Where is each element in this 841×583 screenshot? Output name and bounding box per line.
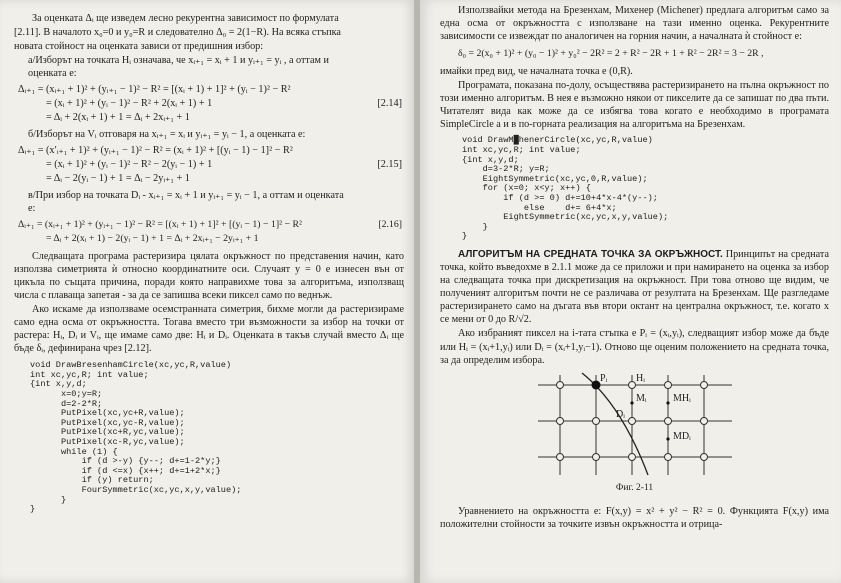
case-c-line-2: е: bbox=[28, 203, 36, 215]
label-h: Hᵢ bbox=[635, 372, 645, 384]
code-draw-michener-circle: void DrawM█henerCircle(xc,yc,R,value) int xc,yc,R; int value; {int x,y,d; d=3-2*R; y=R; EightSymmetric(xc,yc,0,R,value); for (x=0; x<y; x++) { if (d >= 0) d+=10+4*x-4*(y--); else d+= 6+4*x; EightSymmetric(xc,yc,x,y,value); } } bbox=[462, 135, 669, 242]
label-mh: MHᵢ bbox=[672, 392, 691, 404]
equation-2-16 bbox=[18, 218, 404, 245]
equation-2-16-row-1: Δᵢ₊₁ = (xᵢ₊₁ + 1)² + (yᵢ₊₁ − 1)² − R² = [(xᵢ + 1) + 1]² + [(yᵢ − 1) − 1]² − R² bbox=[18, 219, 302, 231]
figure-caption: Фиг. 2-11 bbox=[615, 482, 654, 493]
section-heading: АЛГОРИТЪМ НА СРЕДНАТА ТОЧКА ЗА ОКРЪЖНОСТ. bbox=[458, 248, 723, 260]
equation-2-15-row-1: Δᵢ₊₁ = (x′ᵢ₊₁ + 1)² + (yᵢ₊₁ − 1)² − R² = (xᵢ + 1)² + [(yᵢ − 1) − 1]² − R² bbox=[18, 145, 293, 157]
equation-2-14-row-1: Δᵢ₊₁ = (xᵢ₊₁ + 1)² + (yᵢ₊₁ − 1)² − R² = [(xᵢ + 1) + 1]² + (yᵢ − 1)² − R² bbox=[18, 84, 291, 96]
figure-2-11 bbox=[530, 371, 740, 481]
paragraph-program-description: Следващата програма растеризира цялата окръжност по представения начин, като използва симетрията ѝ относно координатните оси. Случаят y = 0 е изнесен вън от цикъла по същата причина, поради която направихме това за алгоритъма, използващ числа с плаваща запетая - за да се запишва всеки пиксел само по веднъж. bbox=[14, 250, 404, 301]
right-page bbox=[420, 0, 841, 583]
equation-2-14-row-2: = (xᵢ + 1)² + (yᵢ − 1)² − R² + 2(xᵢ + 1) + 1 bbox=[46, 98, 213, 110]
case-c-line-1: в/При избор на точката Dᵢ - xᵢ₊₁ = xᵢ + 1 и yᵢ₊₁ = yᵢ − 1, а оттам и оценката bbox=[28, 190, 344, 202]
paragraph-eight-symmetry: Ако искаме да използваме осемстранната симетрия, бихме могли да растеризираме само една осма от окръжността. Тогава вместо три възможности за избор на точки от растера: Hᵢ, Dᵢ и Vᵢ, ще имаме само две: Hᵢ и Dᵢ. Оценката в такъв случай вместо Δᵢ ще бъде δᵢ, дефинирана чрез [2.12]. bbox=[14, 303, 404, 355]
equation-2-15 bbox=[18, 144, 404, 185]
equation-2-15-number: [2.15] bbox=[377, 159, 402, 171]
left-page bbox=[0, 0, 416, 583]
code-draw-bresenham-circle: void DrawBresenhamCircle(xc,yc,R,value) int xc,yc,R; int value; {int x,y,d; x=0;y=R; d=2-2*R; PutPixel(xc,yc+R,value); PutPixel(xc,yc-R,value); PutPixel(xc+R,yc,value); PutPixel(xc-R,yc,value); while (1) { if (d >-y) {y--; d+=1-2*y;} if (d <=x) {x++; d+=1+2*x;} if (y) return; FourSymmetric(xc,yc,x,y,value); } } bbox=[30, 360, 242, 515]
equation-2-14-number: [2.14] bbox=[377, 98, 402, 110]
paragraph-circle-equation: Уравнението на окръжността е: F(x,y) = x² + y² − R² = 0. Функцията F(x,y) има положителни стойности за точките извън окръжността и отрица- bbox=[440, 505, 829, 530]
intro-line-1: За оценката Δᵢ ще изведем лесно рекурентна зависимост по формулата bbox=[32, 13, 339, 24]
paragraph-midpoint-intro bbox=[440, 248, 829, 327]
equation-2-15-row-3: = Δᵢ − 2(yᵢ − 1) + 1 = Δᵢ − 2yᵢ₊₁ + 1 bbox=[46, 172, 190, 184]
equation-2-15-row-2: = (xᵢ + 1)² + (yᵢ − 1)² − R² − 2(yᵢ − 1) + 1 bbox=[46, 158, 213, 170]
equation-2-14 bbox=[18, 83, 404, 124]
case-a-line-1: а/Изборът на точката Hᵢ означава, че xᵢ₊₁ = xᵢ + 1 и yᵢ₊₁ = yᵢ , а оттам и bbox=[28, 55, 329, 67]
case-b-line-1: б/Изборът на Vᵢ отговаря на xᵢ₊₁ = xᵢ и yᵢ₊₁ = yᵢ − 1, а оценката е: bbox=[28, 129, 306, 141]
label-d: Dᵢ bbox=[615, 408, 625, 420]
equation-2-16-row-2: = Δᵢ + 2(xᵢ + 1) − 2(yᵢ − 1) + 1 = Δᵢ + 2xᵢ₊₁ − 2yᵢ₊₁ + 1 bbox=[46, 232, 259, 244]
intro-line-2: [2.11]. В началото x₀=0 и y₀=R и следователно Δ₀ = 2(1−R). На всяка стъпка bbox=[14, 27, 341, 39]
equation-delta-zero: δ₀ = 2(x₀ + 1)² + (y₀ − 1)² + y₀² − 2R² = 2 + R² − 2R + 1 + R² − 2R² = 3 − 2R , bbox=[458, 48, 764, 60]
equation-2-16-number: [2.16] bbox=[378, 219, 402, 231]
label-md: MDᵢ bbox=[672, 430, 691, 442]
paragraph-start-point: имайки пред вид, че началната точка е (0,R). bbox=[440, 65, 633, 77]
equation-2-14-row-3: = Δᵢ + 2(xᵢ + 1) + 1 = Δᵢ + 2xᵢ₊₁ + 1 bbox=[46, 111, 190, 123]
paragraph-program-note: Програмата, показана по-долу, осъществява растеризирането на пълна окръжност по този именно алгоритъм. В нея е възможно някои от пикселите да се запишат по два пъти. Читателят вида как може да се избягва това когато е необходимо в програмата SimpleCircle а и в по-горната реализация на алгоритъма на Брезенхам. bbox=[440, 79, 829, 131]
circle-arc bbox=[582, 373, 648, 475]
paragraph-midpoint-text: Принципът на средната точка, който въведохме в 2.1.1 може да се приложи и при намирането на оценка за избор на следващата точка при дискретизация на окръжност. При това отново ще видим, че полученият алгоритъм почти не се различава от резултата на Брезенхам. Ще разгледаме растеризирането само на дъгата във втори октант на централна окръжност, т.е. когато x се мени от 0 до R/√2. bbox=[440, 248, 829, 326]
paragraph-next-pixel: Ако избраният пиксел на i-тата стъпка е Pᵢ = (xᵢ,yᵢ), следващият избор може да бъде или Hᵢ = (xᵢ+1,yᵢ) или Dᵢ = (xᵢ+1,yᵢ−1). Отново ще оценим положението на средната точка, за да определим избора. bbox=[440, 328, 829, 366]
case-a-line-2: оценката е: bbox=[28, 68, 77, 80]
intro-line-3: новата стойност на оценката зависи от предишния избор: bbox=[14, 41, 264, 53]
label-p: Pᵢ bbox=[599, 372, 607, 384]
label-m: Mᵢ bbox=[635, 392, 647, 404]
paragraph-michener: Използвайки метода на Брезенхам, Михенер (Michener) предлага алгоритъм само за една осма от окръжността с използване на тази именно оценка. Рекурентните зависимости се извеждат по аналогичен на горния начин, а началната ѝ стойност е: bbox=[440, 5, 829, 43]
